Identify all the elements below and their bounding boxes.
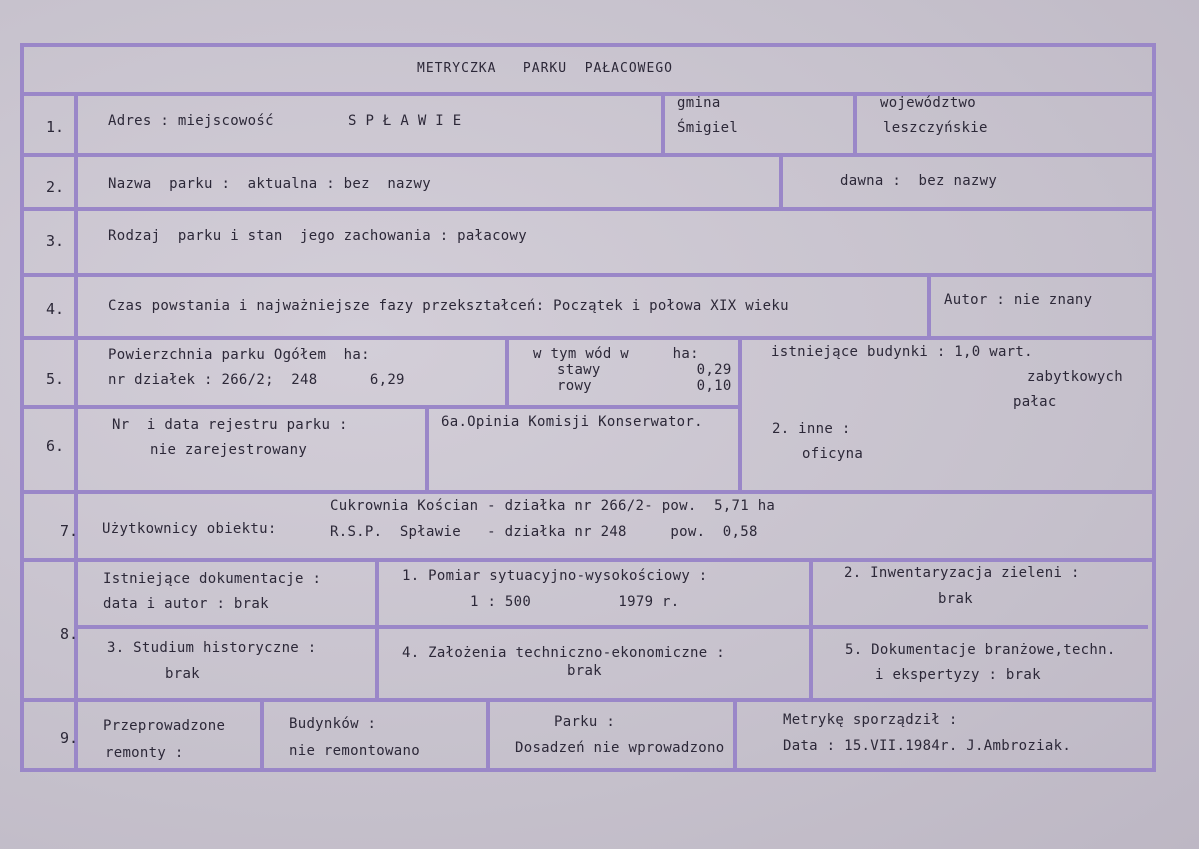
rule xyxy=(74,625,1148,629)
park-type: Rodzaj parku i stan jego zachowania : pałacowy xyxy=(108,228,527,244)
conservator-opinion: 6a.Opinia Komisji Konserwator. xyxy=(441,414,703,430)
rule xyxy=(20,43,1156,47)
voivodeship-value: leszczyńskie xyxy=(883,120,988,136)
rule xyxy=(22,92,1156,96)
address-label: Adres : miejscowość xyxy=(108,113,274,129)
park-name: Nazwa parku : aktualna : bez nazwy xyxy=(108,176,431,192)
history-study-label: 3. Studium historyczne : xyxy=(107,640,317,656)
inventory-label: 2. Inwentaryzacja zieleni : xyxy=(844,565,1080,581)
rule xyxy=(22,558,1156,562)
rule xyxy=(375,558,379,700)
water-label: w tym wód w ha: xyxy=(533,346,699,362)
inventory-value: brak xyxy=(938,591,973,607)
park-repairs-label: Parku : xyxy=(554,714,616,730)
branch-docs-value: i ekspertyzy : brak xyxy=(875,667,1041,683)
rule xyxy=(20,43,24,772)
park-old-name: dawna : bez nazwy xyxy=(840,173,998,189)
rule xyxy=(260,698,264,770)
ponds: stawy 0,29 xyxy=(557,362,732,378)
rule xyxy=(22,405,742,409)
row-number: 6. xyxy=(46,437,65,455)
rule xyxy=(486,698,490,770)
rule xyxy=(809,558,813,700)
documentation-label: Istniejące dokumentacje : xyxy=(103,571,322,587)
park-author: Autor : nie znany xyxy=(944,292,1093,308)
user-2: R.S.P. Spławie - działka nr 248 pow. 0,58 xyxy=(330,524,758,540)
buildings-palace: pałac xyxy=(1013,394,1057,410)
tech-econ-label: 4. Założenia techniczno-ekonomiczne : xyxy=(402,645,725,661)
rule xyxy=(74,92,78,770)
prepared-by-value: Data : 15.VII.1984r. J.Ambroziak. xyxy=(783,738,1072,754)
voivodeship-label: województwo xyxy=(880,95,977,111)
rule xyxy=(22,336,1156,340)
rule xyxy=(22,153,1156,157)
rule xyxy=(733,698,737,770)
prepared-by-label: Metrykę sporządził : xyxy=(783,712,958,728)
other-buildings-label: 2. inne : xyxy=(772,421,851,437)
buildings-label: istniejące budynki : 1,0 wart. xyxy=(771,344,1033,360)
users-label: Użytkownicy obiektu: xyxy=(102,521,277,537)
rule xyxy=(22,768,1156,772)
ditches: rowy 0,10 xyxy=(557,378,732,394)
rule xyxy=(22,698,1156,702)
rule xyxy=(425,405,429,492)
rule xyxy=(505,336,509,407)
buildings-repairs-label: Budynków : xyxy=(289,716,377,732)
rule xyxy=(22,207,1156,211)
gmina-label: gmina xyxy=(677,95,721,111)
documentation-value: data i autor : brak xyxy=(103,596,269,612)
rule xyxy=(661,92,665,155)
row-number: 7. xyxy=(60,522,79,540)
rule xyxy=(779,153,783,209)
area-label: Powierzchnia parku Ogółem ha: xyxy=(108,347,370,363)
row-number: 4. xyxy=(46,300,65,318)
place-name: S P Ł A W I E xyxy=(348,113,462,129)
survey-value: 1 : 500 1979 r. xyxy=(470,594,680,610)
parcels: nr działek : 266/2; 248 6,29 xyxy=(108,372,405,388)
rule xyxy=(22,273,1156,277)
row-number: 2. xyxy=(46,178,65,196)
rule xyxy=(738,336,742,492)
buildings-repairs-value: nie remontowano xyxy=(289,743,420,759)
survey-label: 1. Pomiar sytuacyjno-wysokościowy : xyxy=(402,568,708,584)
rule xyxy=(927,273,931,338)
buildings-heritage: zabytkowych xyxy=(1027,369,1124,385)
row-number: 9. xyxy=(60,729,79,747)
row-number: 3. xyxy=(46,232,65,250)
rule xyxy=(1152,43,1156,772)
branch-docs-label: 5. Dokumentacje branżowe,techn. xyxy=(845,642,1116,658)
user-1: Cukrownia Kościan - działka nr 266/2- pow. 5,71 ha xyxy=(330,498,776,514)
register-value: nie zarejestrowany xyxy=(150,442,308,458)
row-number: 5. xyxy=(46,370,65,388)
repairs-label-2: remonty : xyxy=(105,745,184,761)
repairs-label: Przeprowadzone xyxy=(103,718,226,734)
other-buildings-value: oficyna xyxy=(802,446,864,462)
rule xyxy=(853,92,857,155)
row-number: 8. xyxy=(60,625,79,643)
history-study-value: brak xyxy=(165,666,200,682)
creation-time: Czas powstania i najważniejsze fazy przekształceń: Początek i połowa XIX wieku xyxy=(108,298,789,314)
gmina-value: Śmigiel xyxy=(677,120,739,136)
tech-econ-value: brak xyxy=(567,663,602,679)
park-repairs-value: Dosadzeń nie wprowadzono xyxy=(515,740,725,756)
row-number: 1. xyxy=(46,118,65,136)
rule xyxy=(22,490,1156,494)
register-label: Nr i data rejestru parku : xyxy=(112,417,348,433)
card-title: METRYCZKA PARKU PAŁACOWEGO xyxy=(417,61,673,76)
